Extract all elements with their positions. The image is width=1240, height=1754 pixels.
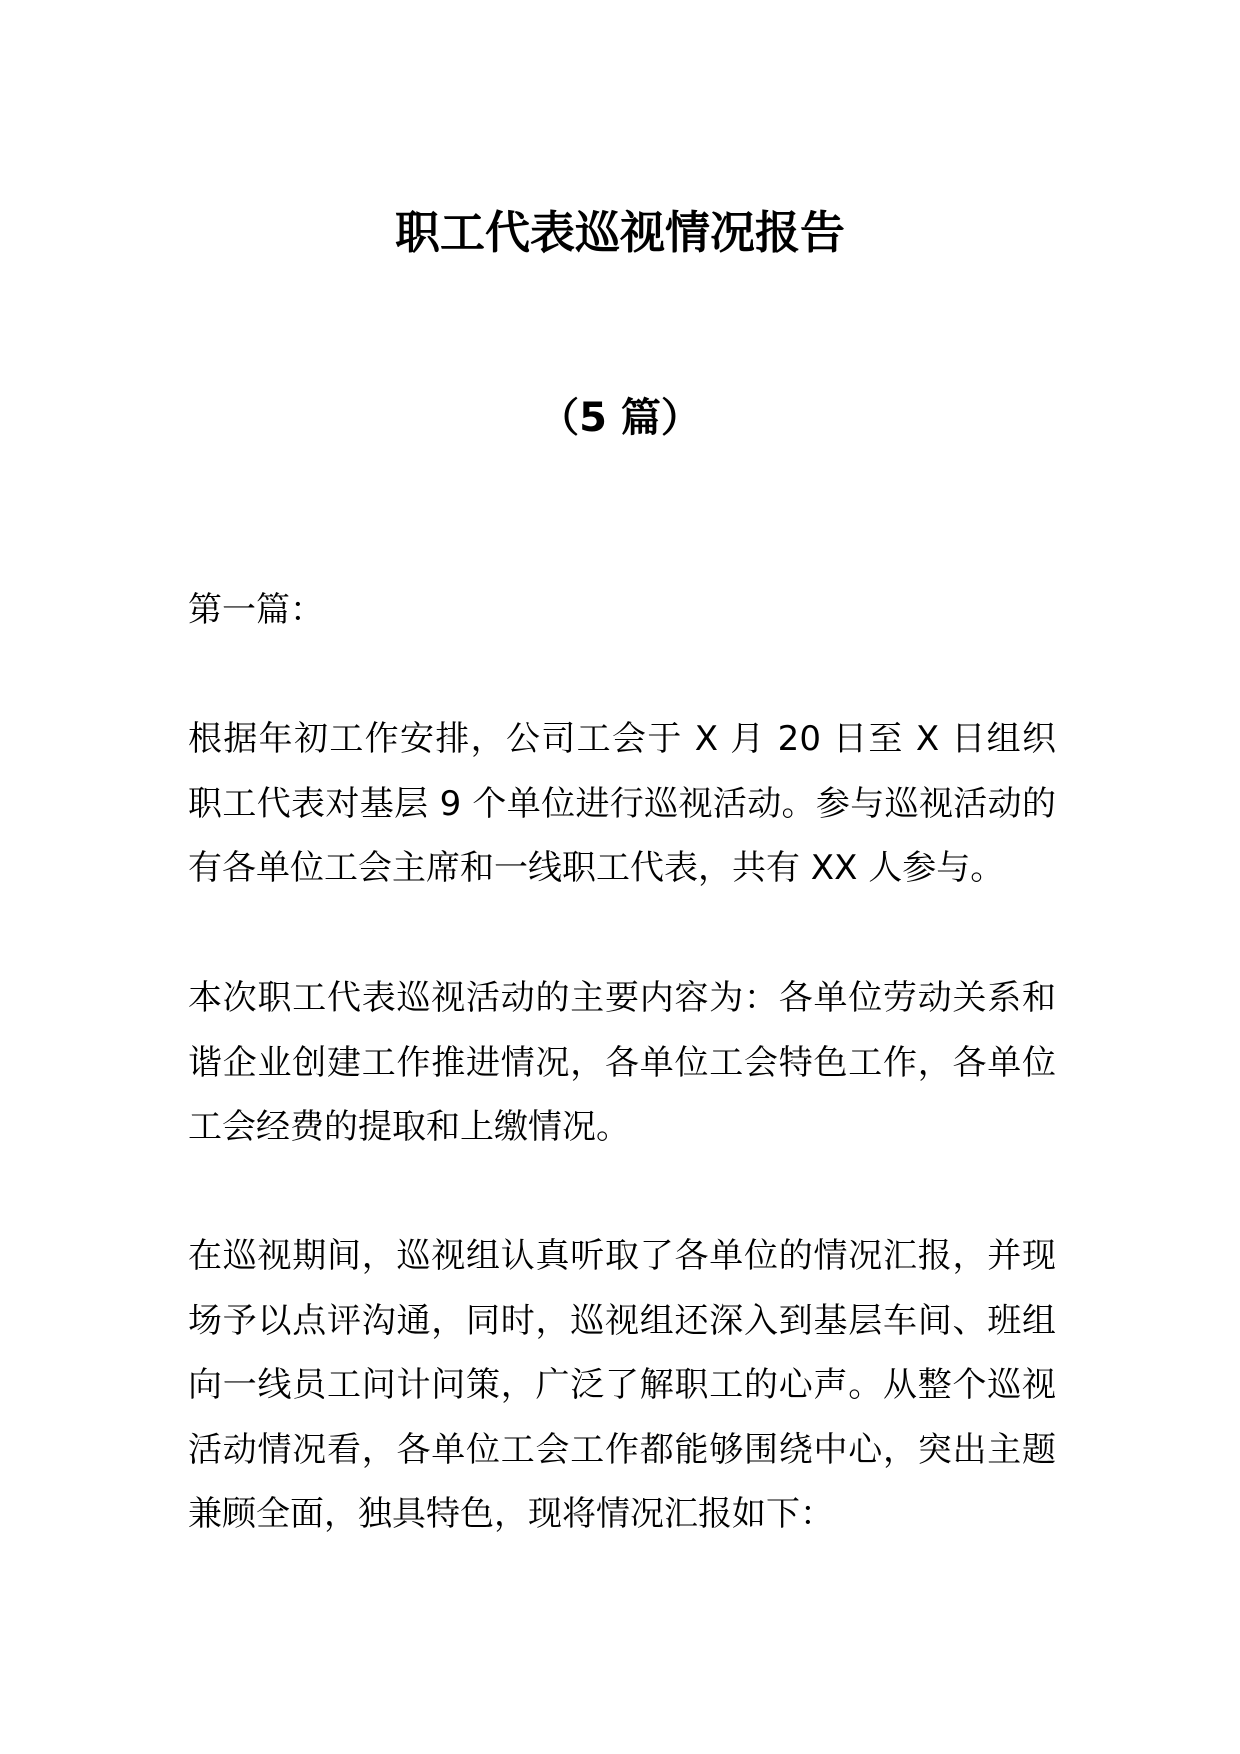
section-label: 第一篇： <box>188 590 324 630</box>
paragraph: 根据年初工作安排，公司工会于 X 月 20 日至 X 日组织职工代表对基层 9 个单位进行巡视活动。参与巡视活动的有各单位工会主席和一线职工代表，共有 XX 人参与。 <box>188 719 1056 888</box>
paragraph: 本次职工代表巡视活动的主要内容为：各单位劳动关系和谐企业创建工作推进情况，各单位工会特色工作，各单位工会经费的提取和上缴情况。 <box>188 978 1056 1147</box>
paragraph: 在巡视期间，巡视组认真听取了各单位的情况汇报，并现场予以点评沟通，同时，巡视组还深入到基层车间、班组向一线员工问计问策，广泛了解职工的心声。从整个巡视活动情况看，各单位工会工作都能够围绕中心，突出主题兼顾全面，独具特色，现将情况汇报如下： <box>188 1236 1056 1534</box>
document-title: 职工代表巡视情况报告 <box>394 206 845 259</box>
document-subtitle: （5 篇） <box>539 395 701 441</box>
